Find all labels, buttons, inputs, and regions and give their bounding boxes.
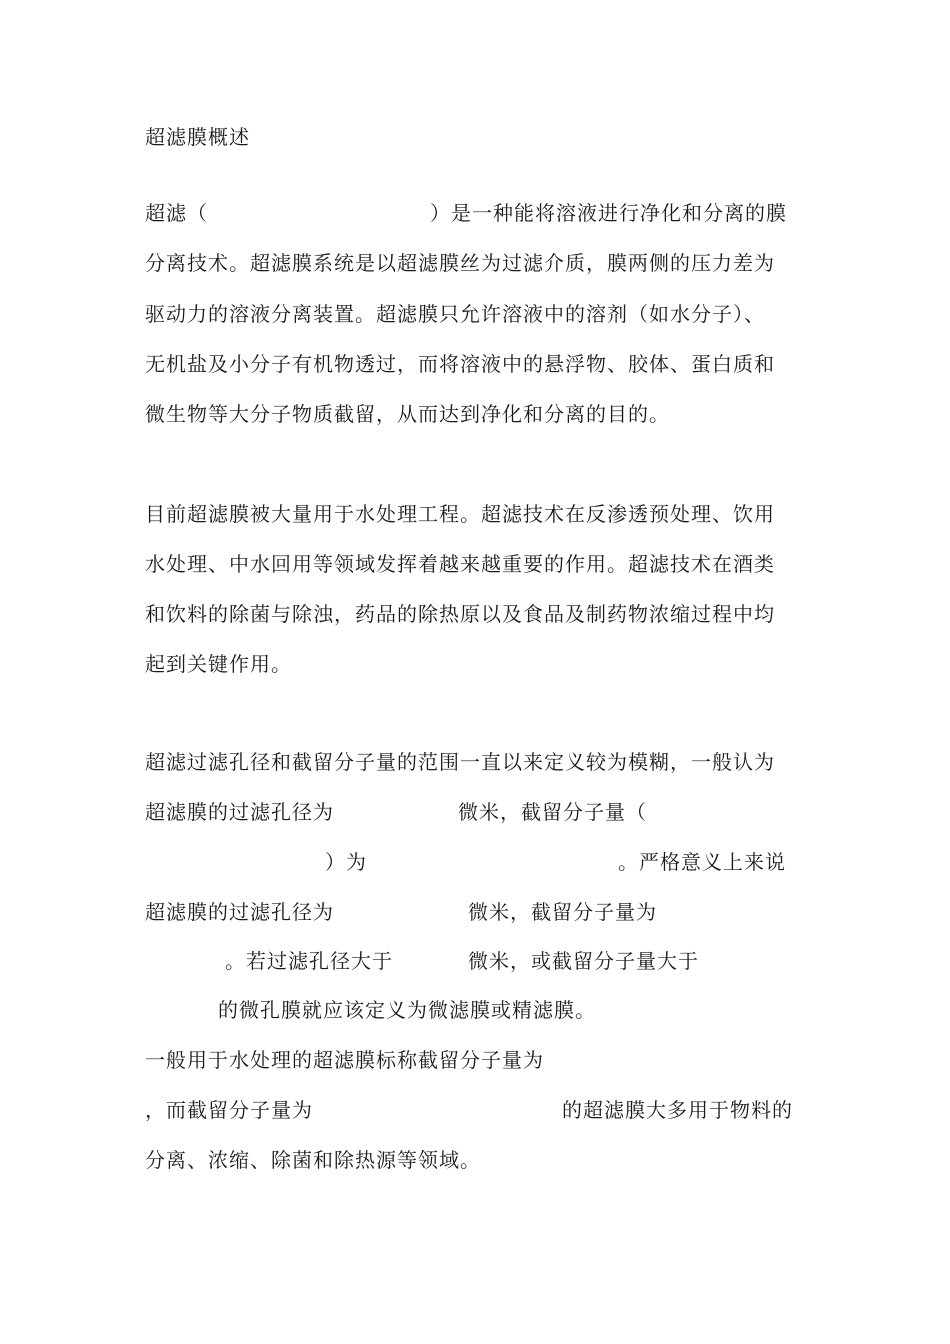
p4-line1: 一般用于水处理的超滤膜标称截留分子量为 bbox=[145, 1048, 544, 1072]
p3-line6: 的微孔膜就应该定义为微滤膜或精滤膜。 bbox=[218, 998, 596, 1022]
p3-line5-start: 。若过滤孔径大于 bbox=[225, 949, 393, 973]
p1-line2: 分离技术。超滤膜系统是以超滤膜丝为过滤介质，膜两侧的压力差为 bbox=[145, 251, 775, 275]
p4-line2-end: 的超滤膜大多用于物料的 bbox=[562, 1098, 793, 1122]
p1-line5: 微生物等大分子物质截留，从而达到净化和分离的目的。 bbox=[145, 402, 670, 426]
p1-line3: 驱动力的溶液分离装置。超滤膜只允许溶液中的溶剂（如水分子）、 bbox=[145, 302, 765, 326]
p4-line3: 分离、浓缩、除菌和除热源等领域。 bbox=[145, 1148, 481, 1172]
p2-line3: 和饮料的除菌与除浊，药品的除热原以及食品及制药物浓缩过程中均 bbox=[145, 602, 775, 626]
p3-line2-start: 超滤膜的过滤孔径为 bbox=[145, 800, 334, 824]
document-title: 超滤膜概述 bbox=[145, 125, 250, 149]
p3-line1: 超滤过滤孔径和截留分子量的范围一直以来定义较为模糊，一般认为 bbox=[145, 750, 775, 774]
p1-line1-start: 超滤（ bbox=[145, 201, 208, 225]
p1-line1-end: ）是一种能将溶液进行净化和分离的膜 bbox=[430, 201, 787, 225]
p2-line1: 目前超滤膜被大量用于水处理工程。超滤技术在反渗透预处理、饮用 bbox=[145, 502, 775, 526]
p3-line4-start: 超滤膜的过滤孔径为 bbox=[145, 900, 334, 924]
p4-line2-start: ，而截留分子量为 bbox=[145, 1098, 313, 1122]
p2-line2: 水处理、中水回用等领域发挥着越来越重要的作用。超滤技术在酒类 bbox=[145, 552, 775, 576]
p3-line5-end: 微米，或截留分子量大于 bbox=[468, 949, 699, 973]
p3-line2-end: 微米，截留分子量（ bbox=[458, 800, 647, 824]
p3-line3-start: ）为 bbox=[325, 850, 367, 874]
p3-line3-end: 。严格意义上来说 bbox=[618, 850, 786, 874]
p1-line4: 无机盐及小分子有机物透过，而将溶液中的悬浮物、胶体、蛋白质和 bbox=[145, 352, 775, 376]
p2-line4: 起到关键作用。 bbox=[145, 652, 292, 676]
p3-line4-end: 微米，截留分子量为 bbox=[468, 900, 657, 924]
